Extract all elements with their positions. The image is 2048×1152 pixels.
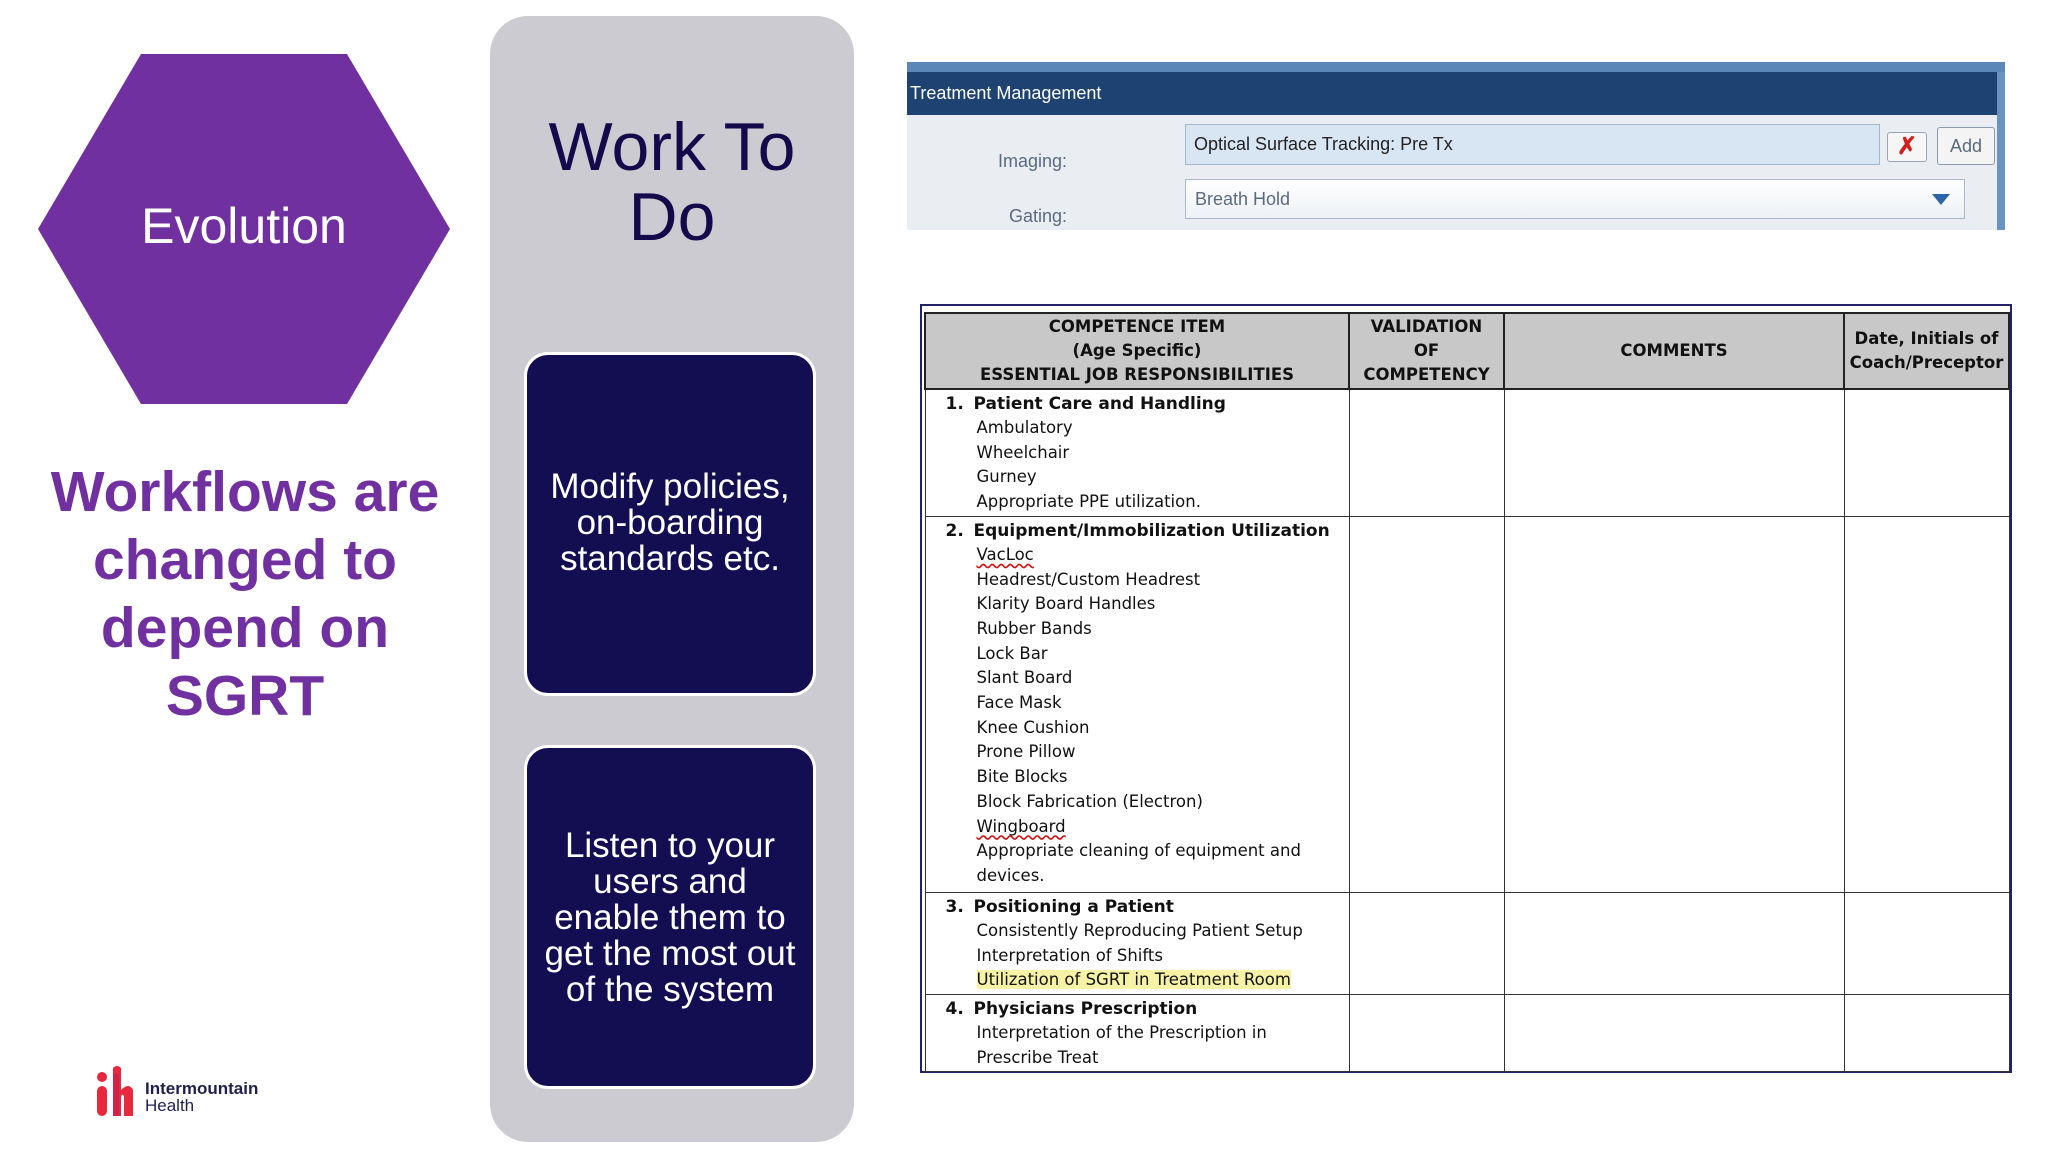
list-item: devices. [976,865,1045,885]
card-line: standards etc. [560,539,780,578]
window-title-bar: Treatment Management [907,72,1997,115]
list-item: Appropriate cleaning of equipment and [976,841,1301,861]
gating-dropdown[interactable] [1185,179,1965,219]
table-row [925,516,2009,892]
workflow-line: SGRT [165,664,325,728]
red-x-icon: ✗ [1896,133,1918,160]
header-line: COMPETENCE ITEM [1048,317,1226,336]
competence-item-cell [925,892,1349,994]
validation-cell[interactable] [1349,516,1504,892]
section-number: 4. [945,998,964,1019]
list-item [946,815,1345,840]
list-item: Klarity Board Handles [976,594,1156,614]
workflow-line: depend on [100,596,390,660]
header-validation [1349,313,1504,389]
list-item: Gurney [976,467,1037,487]
workflow-line: Workflows are [50,460,440,524]
card-line: Modify policies, [550,467,790,506]
table-row [925,389,2009,516]
logo-line-1: Intermountain [145,1079,259,1098]
dropdown-arrow-icon[interactable] [1932,194,1950,205]
header-line: VALIDATION [1370,317,1483,336]
competence-item-cell [925,389,1349,516]
list-item: Interpretation of Shifts [976,945,1163,965]
competence-item-cell [925,994,1349,1071]
intermountain-logo-icon [93,1064,137,1120]
add-button[interactable]: Add [1937,127,1995,165]
header-competence-item [925,313,1349,389]
section-title-text: Positioning a Patient [973,896,1174,917]
card-line: enable them to [554,898,786,937]
header-date-initials [1844,313,2009,389]
list-item: Rubber Bands [976,618,1092,638]
section-title [946,997,1345,1021]
gating-label: Gating: [1008,206,1067,226]
table-row [925,994,2009,1071]
highlighted-text: Utilization of SGRT in Treatment Room [976,970,1291,990]
list-item: Block Fabrication (Electron) [976,791,1203,811]
list-item: Bite Blocks [976,767,1068,787]
workflow-line: changed to [92,528,397,592]
competency-table [920,304,2012,1073]
work-title-line: Work To [548,109,796,185]
section-title-text: Physicians Prescription [973,998,1198,1019]
comments-cell[interactable] [1504,389,1844,516]
list-item [946,543,1345,568]
spellcheck-word: Wingboard [976,816,1066,836]
section-number: 2. [945,520,964,541]
logo-text [145,1080,258,1114]
hexagon-label: Evolution [141,198,347,254]
logo-line-2: Health [145,1096,195,1115]
work-card-listen [524,745,816,1089]
list-item: Lock Bar [976,643,1048,663]
section-number: 1. [945,394,964,414]
gating-value: Breath Hold [1195,189,1291,209]
clear-imaging-button[interactable] [1887,132,1927,162]
header-line: (Age Specific) [1072,341,1202,360]
list-item: Prone Pillow [976,742,1076,762]
date-cell[interactable] [1844,516,2009,892]
spellcheck-word: VacLoc [976,544,1034,564]
window-top-border [907,62,2005,72]
list-item: Interpretation of the Prescription in [976,1022,1267,1042]
work-to-do-title [490,109,854,255]
list-item: Headrest/Custom Headrest [976,569,1201,589]
section-title [946,519,1345,543]
header-line: OF [1413,341,1440,360]
header-line: Coach/Preceptor [1849,353,2004,372]
date-cell[interactable] [1844,892,2009,994]
section-title [946,895,1345,919]
table-row [925,892,2009,994]
list-item: Face Mask [976,693,1062,713]
date-cell[interactable] [1844,389,2009,516]
work-card-policies [524,352,816,696]
card-line: on-boarding [576,503,764,542]
list-item: Wheelchair [976,442,1070,462]
section-title-text: Equipment/Immobilization Utilization [973,520,1330,541]
imaging-label: Imaging: [997,151,1067,171]
card-line: get the most out [544,934,796,973]
list-item: Appropriate PPE utilization. [976,492,1201,512]
comments-cell[interactable] [1504,994,1844,1071]
comments-cell[interactable] [1504,516,1844,892]
header-comments: COMMENTS [1504,313,1844,389]
list-item: Consistently Reproducing Patient Setup [976,920,1303,940]
section-number: 3. [945,896,964,917]
workflow-statement [20,458,470,730]
list-item: Slant Board [976,668,1073,688]
list-item [946,968,1345,993]
validation-cell[interactable] [1349,994,1504,1071]
validation-cell[interactable] [1349,389,1504,516]
date-cell[interactable] [1844,994,2009,1071]
card-line: Listen to your [564,826,776,865]
header-line: Date, Initials of [1854,329,1999,348]
work-title-line: Do [628,179,716,255]
card-line: users and [593,862,747,901]
window-right-border [1997,72,2005,230]
comments-cell[interactable] [1504,892,1844,994]
header-line: COMPETENCY [1363,365,1490,384]
section-title-text: Patient Care and Handling [973,394,1226,414]
list-item: Knee Cushion [976,717,1090,737]
imaging-field[interactable]: Optical Surface Tracking: Pre Tx [1185,124,1880,165]
competence-item-cell [925,516,1349,892]
validation-cell[interactable] [1349,892,1504,994]
section-title [946,392,1345,416]
treatment-management-window [907,62,2005,230]
card-line: of the system [565,970,775,1009]
header-line: ESSENTIAL JOB RESPONSIBILITIES [979,365,1294,384]
intermountain-logo [93,1064,273,1120]
list-item: Prescribe Treat [976,1047,1099,1067]
list-item: Ambulatory [976,418,1073,437]
